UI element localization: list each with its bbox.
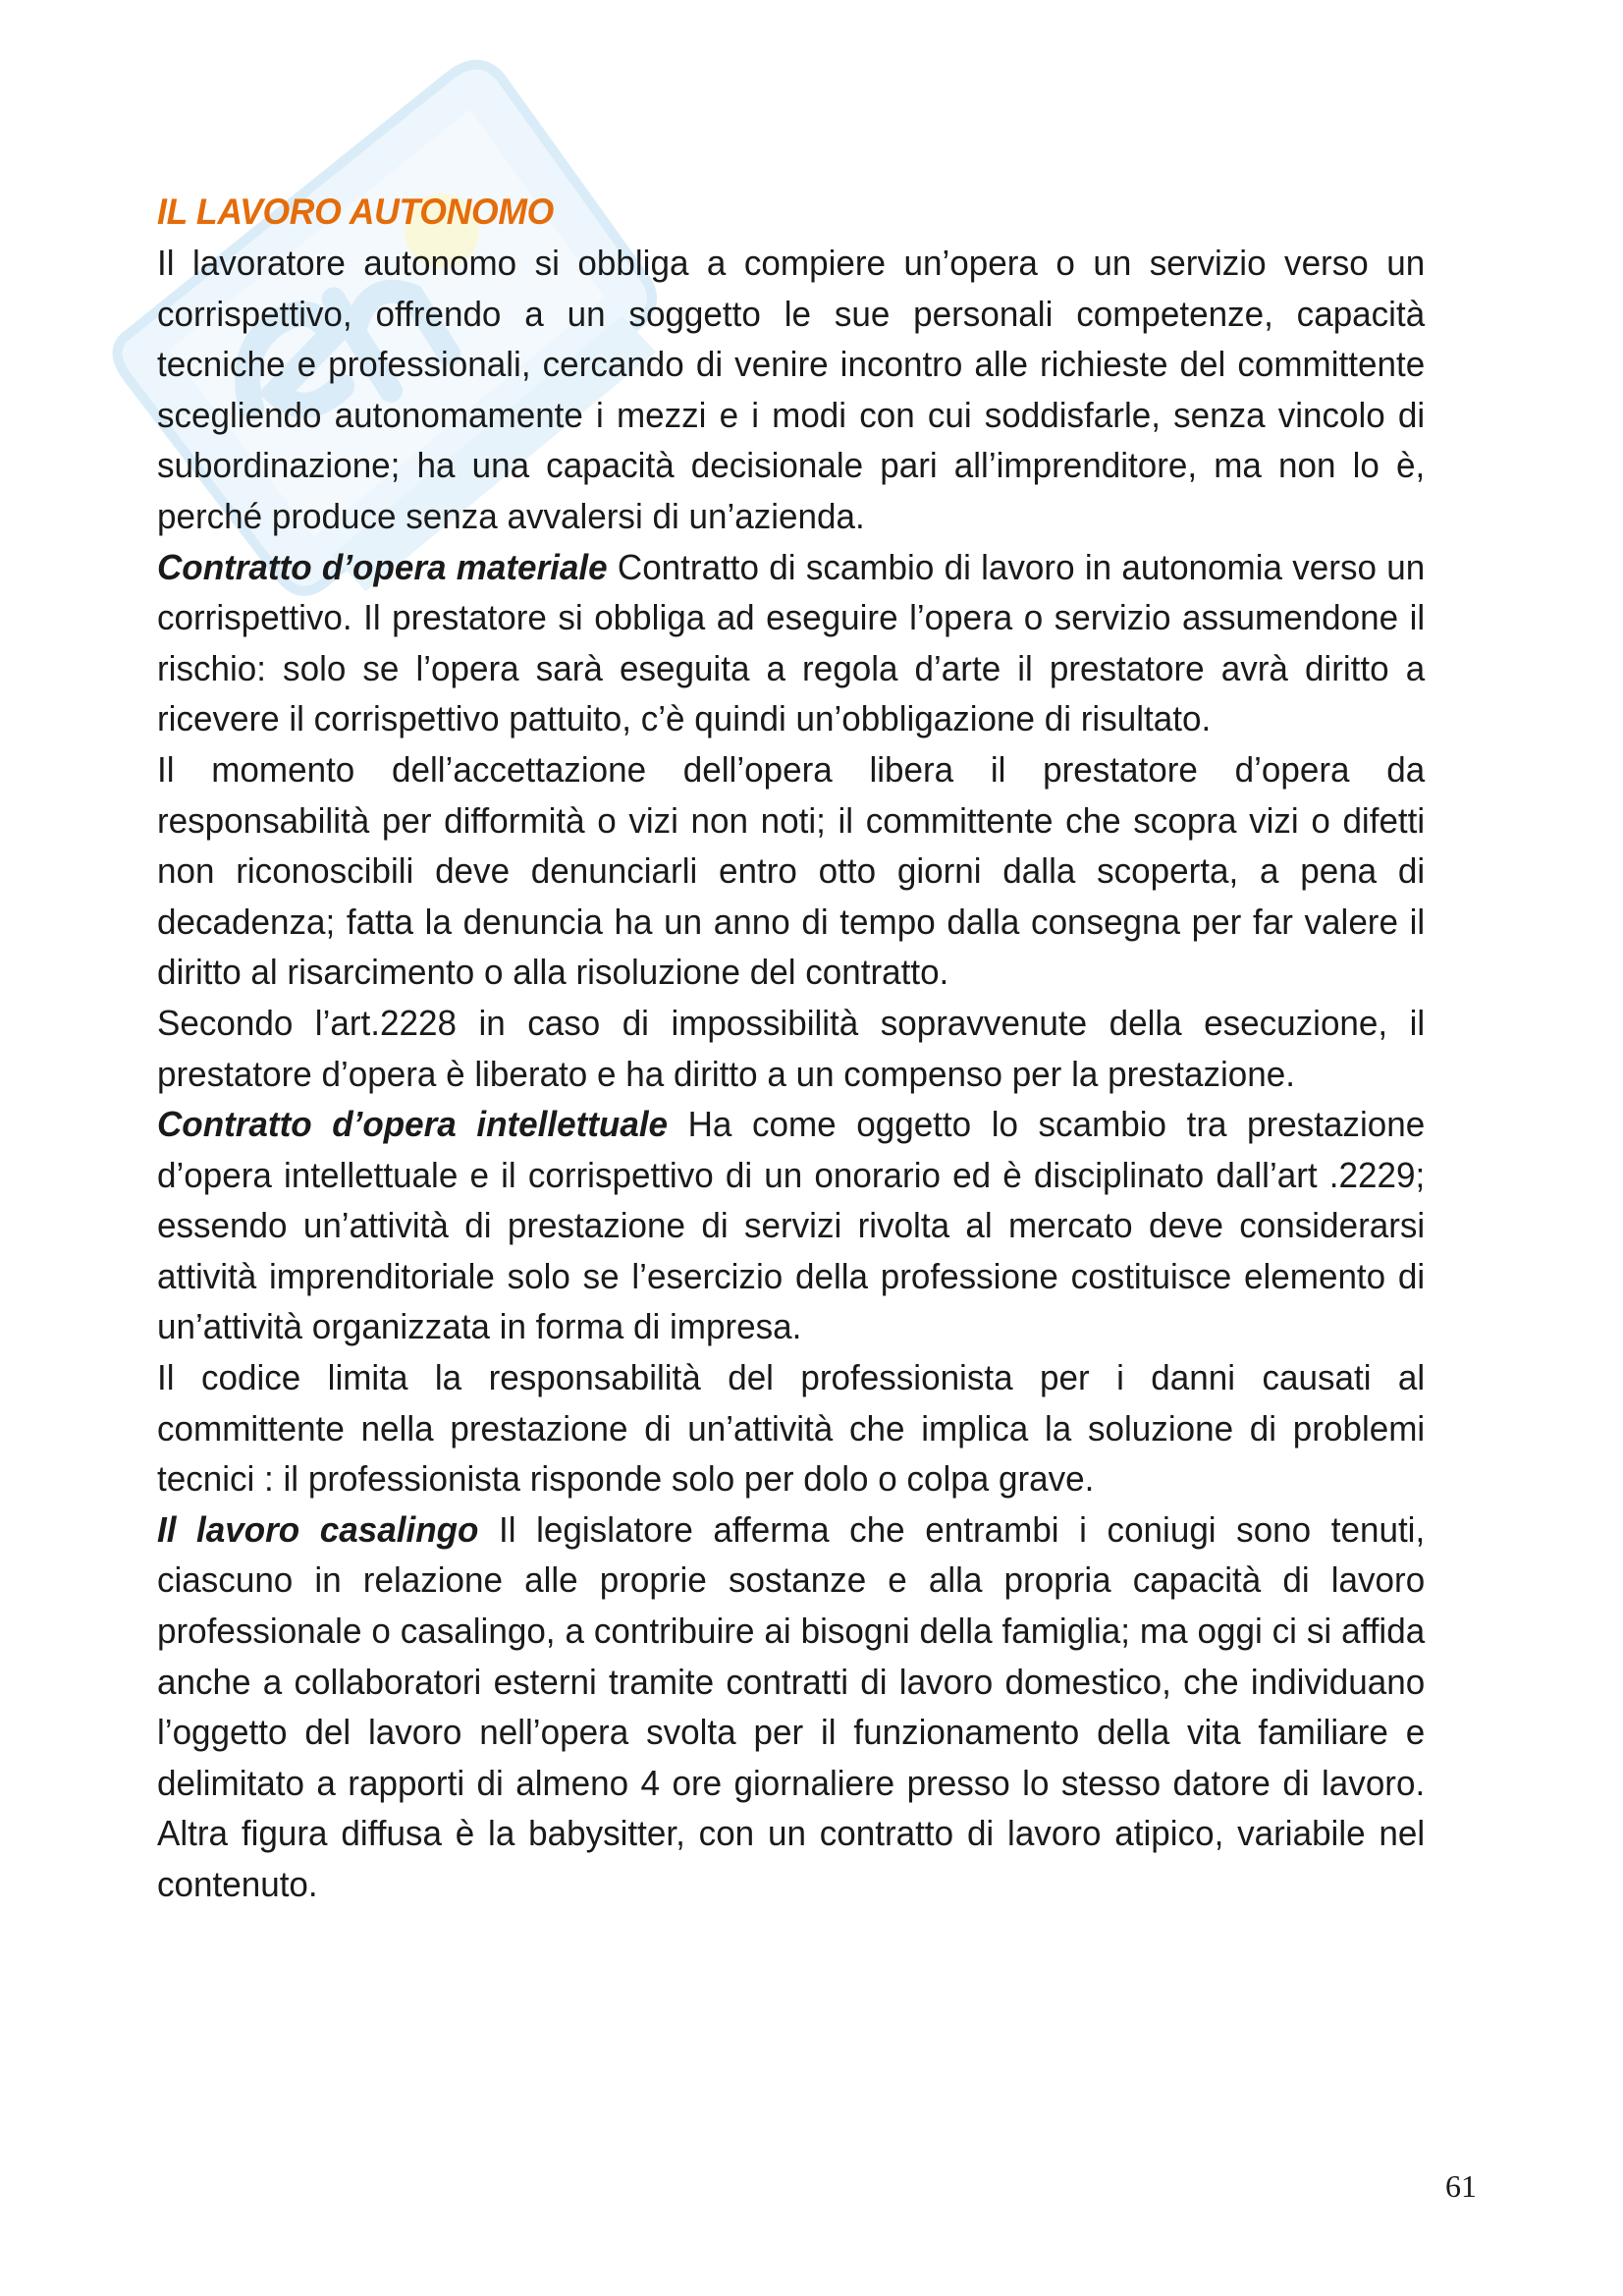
paragraph-text: Il codice limita la responsabilità del professionista per i danni causati al committente nella prestazione di un’attività che implica la soluzione di problemi tecnici : il professionista risponde solo per dolo o colpa grave. [157, 1357, 1426, 1500]
paragraph-intro [157, 238, 1425, 542]
paragraph-text: Il lavoratore autonomo si obbliga a compiere un’opera o un servizio verso un corrispettivo, offrendo a un soggetto le sue personali competenze, capacità tecniche e professionali, cercando di venire incontro alle richieste del committente scegliendo autonomamente i mezzi e i modi con cui soddisfarle, senza vincolo di subordinazione; ha una capacità decisionale pari all’imprenditore, ma non lo è, perché produce senza avvalersi di un’azienda. [157, 243, 1426, 536]
paragraph-lead: Contratto d’opera materiale [157, 546, 608, 587]
paragraph-accettazione [157, 744, 1425, 998]
paragraph-responsabilita [157, 1352, 1425, 1504]
paragraph-text: Il momento dell’accettazione dell’opera libera il prestatore d’opera da responsabilità per difformità o vizi non noti; il committente che scopra vizi o difetti non riconoscibili deve denunciarli entro otto giorni dalla scoperta, a pena di decadenza; fatta la denuncia ha un anno di tempo dalla consegna per far valere il diritto al risarcimento o alla risoluzione del contratto. [157, 748, 1426, 993]
document-page [157, 187, 1425, 1910]
paragraph-lead: Contratto d’opera intellettuale [157, 1104, 669, 1145]
paragraph-lead: Il lavoro casalingo [157, 1508, 479, 1550]
paragraph-text: Il legislatore afferma che entrambi i coniugi sono tenuti, ciascuno in relazione alle proprie sostanze e alla propria capacità di lavoro professionale o casalingo, a contribuire ai bisogni della famiglia; ma oggi ci si affida anche a collaboratori esterni tramite contratti di lavoro domestico, che individuano l’oggetto del lavoro nell’opera svolta per il funzionamento della vita familiare e delimitato a rapporti di almeno 4 ore giornaliere presso lo stesso datore di lavoro. Altra figura diffusa è la babysitter, con un contratto di lavoro atipico, variabile nel contenuto. [157, 1508, 1426, 1904]
paragraph-text: Secondo l’art.2228 in caso di impossibilità sopravvenute della esecuzione, il prestatore d’opera è liberato e ha diritto a un compenso per la prestazione. [157, 1002, 1426, 1094]
paragraph-text: Contratto di scambio di lavoro in autonomia verso un corrispettivo. Il prestatore si obbliga ad eseguire l’opera o servizio assumendone il rischio: solo se l’opera sarà eseguita a regola d’arte il prestatore avrà diritto a ricevere il corrispettivo pattuito, c’è quindi un’obbligazione di risultato. [157, 546, 1426, 739]
paragraph-text: Ha come oggetto lo scambio tra prestazione d’opera intellettuale e il corrispettivo di un onorario ed è disciplinato dall’art .2229; essendo un’attività di prestazione di servizi rivolta al mercato deve considerarsi attività imprenditoriale solo se l’esercizio della professione costituisce elemento di un’attività organizzata in forma di impresa. [157, 1104, 1426, 1347]
paragraph-art-2228 [157, 998, 1425, 1099]
paragraph-contratto-materiale [157, 542, 1425, 744]
paragraph-lavoro-casalingo [157, 1504, 1425, 1910]
page-number: 61 [1445, 2168, 1477, 2204]
page-title: IL LAVORO AUTONOMO [157, 191, 554, 232]
paragraph-contratto-intellettuale [157, 1099, 1425, 1352]
